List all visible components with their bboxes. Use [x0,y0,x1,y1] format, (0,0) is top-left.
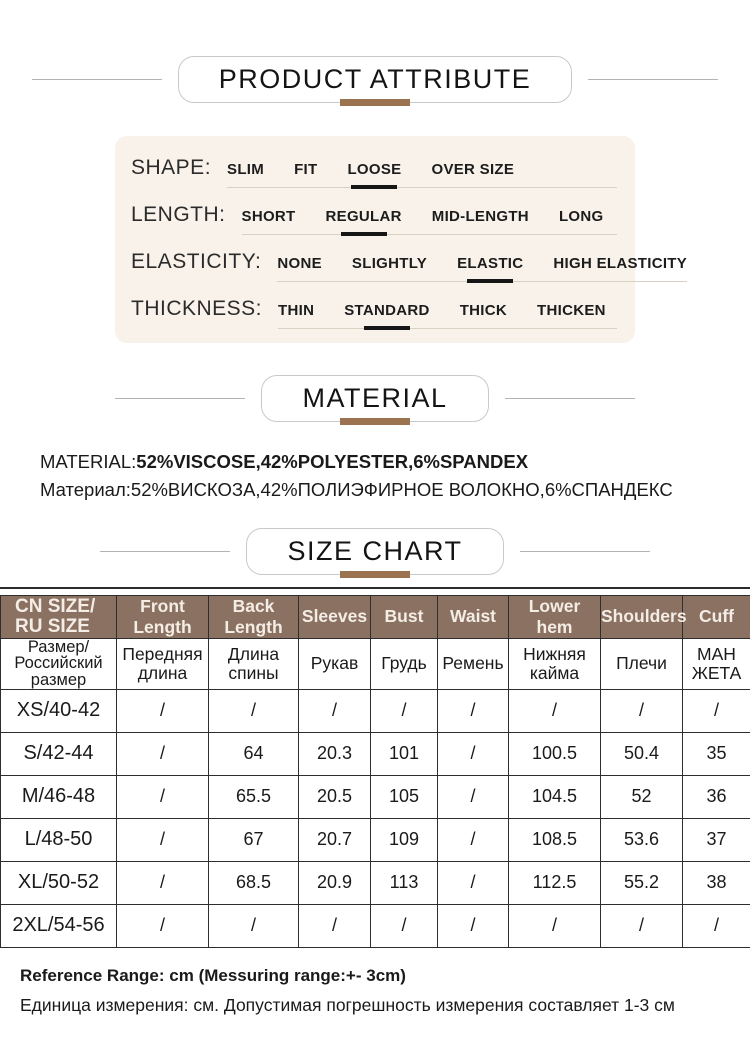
material-prefix-ru: Материал: [40,479,131,500]
material-line-en [40,448,750,476]
column-header-en: Lower hem [509,595,601,638]
table-cell: / [371,689,438,732]
footnote-en: Reference Range: cm (Messuring range:+- 3cm) [20,966,750,986]
table-cell: 36 [683,775,750,818]
attribute-option: THICK [460,302,507,319]
attribute-row [131,156,617,188]
column-header-ru: Рукав [299,638,371,689]
column-header-ru: Размер/ Российский размер [1,638,117,689]
table-cell: 50.4 [601,732,683,775]
table-cell: / [117,818,209,861]
table-cell: / [299,904,371,947]
table-cell: / [209,689,299,732]
table-cell: / [438,861,509,904]
table-cell: / [601,904,683,947]
attribute-label: SHAPE: [131,156,211,180]
table-cell: 67 [209,818,299,861]
table-cell: 68.5 [209,861,299,904]
table-cell: / [509,904,601,947]
table-row [1,904,750,947]
column-header-ru: Нижняя кайма [509,638,601,689]
table-cell: / [601,689,683,732]
size-row-label: XL/50-52 [1,861,117,904]
column-header-ru: МАН ЖЕТА [683,638,750,689]
table-cell: / [299,689,371,732]
column-header-en: Back Length [209,595,299,638]
table-cell: / [438,775,509,818]
table-cell: / [438,689,509,732]
decorative-line-left [32,79,162,80]
table-cell: 100.5 [509,732,601,775]
attribute-option: THICKEN [537,302,606,319]
section-title-box [178,56,573,103]
accent-bar [340,571,410,578]
attribute-rows [131,156,617,329]
column-header-ru: Грудь [371,638,438,689]
column-header-en: Sleeves [299,595,371,638]
table-cell: 38 [683,861,750,904]
attribute-label: LENGTH: [131,203,226,227]
decorative-line-right [588,79,718,80]
material-header [0,375,750,422]
table-cell: / [683,904,750,947]
table-cell: / [438,818,509,861]
section-title-box [261,375,488,422]
attribute-options [278,302,617,329]
table-row [1,732,750,775]
product-attribute-header [0,56,750,103]
table-cell: / [371,904,438,947]
attribute-options [242,208,617,235]
table-cell: / [117,732,209,775]
attribute-options [227,161,617,188]
column-header-en: Front Length [117,595,209,638]
attribute-option-selected: REGULAR [326,208,402,225]
attribute-row [131,250,617,282]
table-cell: / [683,689,750,732]
column-header-en: Bust [371,595,438,638]
section-title-box [246,528,503,575]
table-cell: 108.5 [509,818,601,861]
table-cell: / [117,861,209,904]
table-cell: 20.5 [299,775,371,818]
attribute-option: THIN [278,302,314,319]
material-composition [40,448,750,504]
attribute-options [277,255,687,282]
table-cell: 20.9 [299,861,371,904]
table-cell: 37 [683,818,750,861]
table-cell: 55.2 [601,861,683,904]
size-table-body [1,689,750,947]
column-header-en: Cuff [683,595,750,638]
table-cell: / [438,732,509,775]
attribute-option: MID-LENGTH [432,208,529,225]
attribute-label: THICKNESS: [131,297,262,321]
decorative-line-right [505,398,635,399]
attribute-row [131,297,617,329]
footnote-ru: Единица измерения: см. Допустимая погрешность измерения составляет 1-3 см [20,995,750,1016]
material-prefix-en: MATERIAL: [40,451,136,472]
attribute-option-selected: STANDARD [344,302,429,319]
column-header-ru: Плечи [601,638,683,689]
size-chart-table [0,595,750,948]
attribute-option: OVER SIZE [431,161,514,178]
accent-bar [340,418,410,425]
attribute-option: SHORT [242,208,296,225]
column-header-ru: Передняя длина [117,638,209,689]
measurement-footnotes [20,966,750,1016]
table-cell: 20.7 [299,818,371,861]
size-chart-title: SIZE CHART [287,536,462,566]
table-cell: 53.6 [601,818,683,861]
size-row-label: S/42-44 [1,732,117,775]
size-row-label: M/46-48 [1,775,117,818]
attribute-option-selected: ELASTIC [457,255,523,272]
material-value-en: 52%VISCOSE,42%POLYESTER,6%SPANDEX [136,451,528,472]
table-cell: 113 [371,861,438,904]
table-top-rule [0,587,750,589]
material-title: MATERIAL [302,383,447,413]
product-attribute-title: PRODUCT ATTRIBUTE [219,64,532,94]
column-header-en: Waist [438,595,509,638]
table-row [1,818,750,861]
table-cell: / [209,904,299,947]
material-line-ru [40,476,750,504]
attribute-option: HIGH ELASTICITY [553,255,687,272]
size-table-header-en [1,595,750,638]
column-header-en: CN SIZE/ RU SIZE [1,595,117,638]
table-cell: 52 [601,775,683,818]
table-row [1,775,750,818]
attribute-row [131,203,617,235]
material-value-ru: 52%ВИСКОЗА,42%ПОЛИЭФИРНОЕ ВОЛОКНО,6%СПАНДЕКС [131,479,673,500]
decorative-line-left [115,398,245,399]
size-row-label: L/48-50 [1,818,117,861]
table-cell: 20.3 [299,732,371,775]
attribute-option: FIT [294,161,317,178]
column-header-ru: Длина спины [209,638,299,689]
table-cell: 104.5 [509,775,601,818]
table-cell: 109 [371,818,438,861]
column-header-ru: Ремень [438,638,509,689]
attribute-option: NONE [277,255,322,272]
column-header-en: Shoulders [601,595,683,638]
table-cell: / [117,904,209,947]
table-cell: 105 [371,775,438,818]
attribute-panel [115,136,635,343]
decorative-line-right [520,551,650,552]
attribute-label: ELASTICITY: [131,250,261,274]
table-cell: / [117,689,209,732]
accent-bar [340,99,410,106]
size-row-label: XS/40-42 [1,689,117,732]
size-table-header-ru [1,638,750,689]
decorative-line-left [100,551,230,552]
attribute-option: LONG [559,208,604,225]
table-row [1,689,750,732]
attribute-option: SLIM [227,161,264,178]
table-cell: / [117,775,209,818]
table-cell: 112.5 [509,861,601,904]
table-cell: 65.5 [209,775,299,818]
table-cell: 101 [371,732,438,775]
table-cell: / [438,904,509,947]
attribute-option-selected: LOOSE [347,161,401,178]
size-row-label: 2XL/54-56 [1,904,117,947]
attribute-option: SLIGHTLY [352,255,427,272]
table-cell: 64 [209,732,299,775]
table-cell: 35 [683,732,750,775]
size-chart-header [0,528,750,575]
table-row [1,861,750,904]
table-cell: / [509,689,601,732]
